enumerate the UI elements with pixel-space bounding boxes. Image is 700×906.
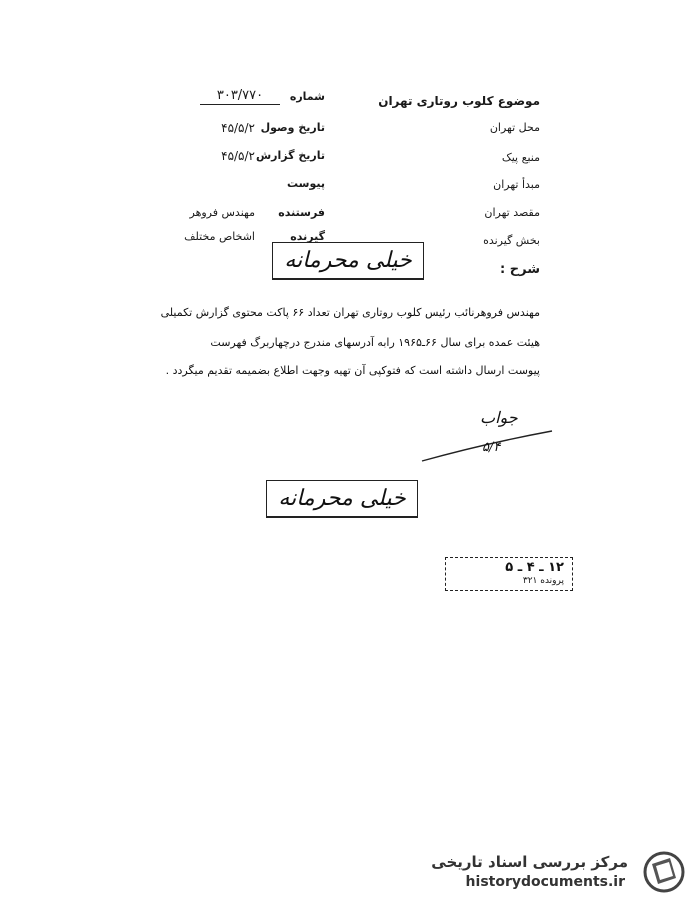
body-line-3: پیوست ارسال داشته است که فتوکپی آن تهیه وجهت اطلاع بضمیمه تقدیم میگردد . [165, 364, 540, 377]
receiver-label: گیرنده [290, 230, 325, 243]
arrival-date-value: ۴۵/۵/۲ [221, 121, 255, 135]
footer-url: historydocuments.ir [465, 874, 625, 890]
handwritten-date: ۵/۴ [482, 440, 501, 455]
report-date-value: ۴۵/۵/۲ [221, 149, 255, 163]
receiving-section-line: بخش گیرنده [483, 234, 540, 247]
body-line-1: مهندس فروهرنائب رئیس کلوب روتاری تهران تعداد ۶۶ پاکت محتوی گزارش تکمیلی [160, 306, 540, 319]
archive-stamp [445, 557, 573, 591]
origin-line: مبدأ تهران [493, 178, 540, 191]
archive-logo-icon [640, 850, 688, 894]
attachment-label: پیوست [287, 177, 325, 190]
subject-line: موضوع کلوب روتاری تهران [378, 94, 540, 108]
sender-value: مهندس فروهر [189, 206, 255, 219]
report-date-label: تاریخ گزارش [255, 149, 325, 162]
classification-stamp-bottom: خیلی محرمانه [266, 480, 418, 518]
handwritten-annotation: جواب [480, 408, 518, 427]
number-label: شماره [289, 90, 325, 103]
body-line-2: هیئت عمده برای سال ۶۶ـ۱۹۶۵ رابه آدرسهای مندرج درچهاربرگ فهرست [210, 336, 540, 349]
place-line: محل تهران [489, 121, 540, 134]
classification-stamp-top: خیلی محرمانه [272, 242, 424, 280]
archive-stamp-number: ۱۲ ـ ۴ ـ ۵ [505, 560, 564, 575]
footer-title: مرکز بررسی اسناد تاریخی [431, 853, 628, 871]
source-line: منبع پیک [501, 151, 540, 164]
number-value: ۳۰۳/۷۷۰ [200, 88, 280, 105]
sender-label: فرستنده [278, 206, 325, 219]
arrival-date-label: تاریخ وصول [260, 121, 325, 134]
archive-stamp-file: پرونده ۳۲۱ [522, 576, 564, 586]
destination-line: مقصد تهران [484, 206, 540, 219]
description-label: شرح : [500, 262, 540, 277]
receiver-value: اشخاص مختلف [184, 230, 255, 243]
